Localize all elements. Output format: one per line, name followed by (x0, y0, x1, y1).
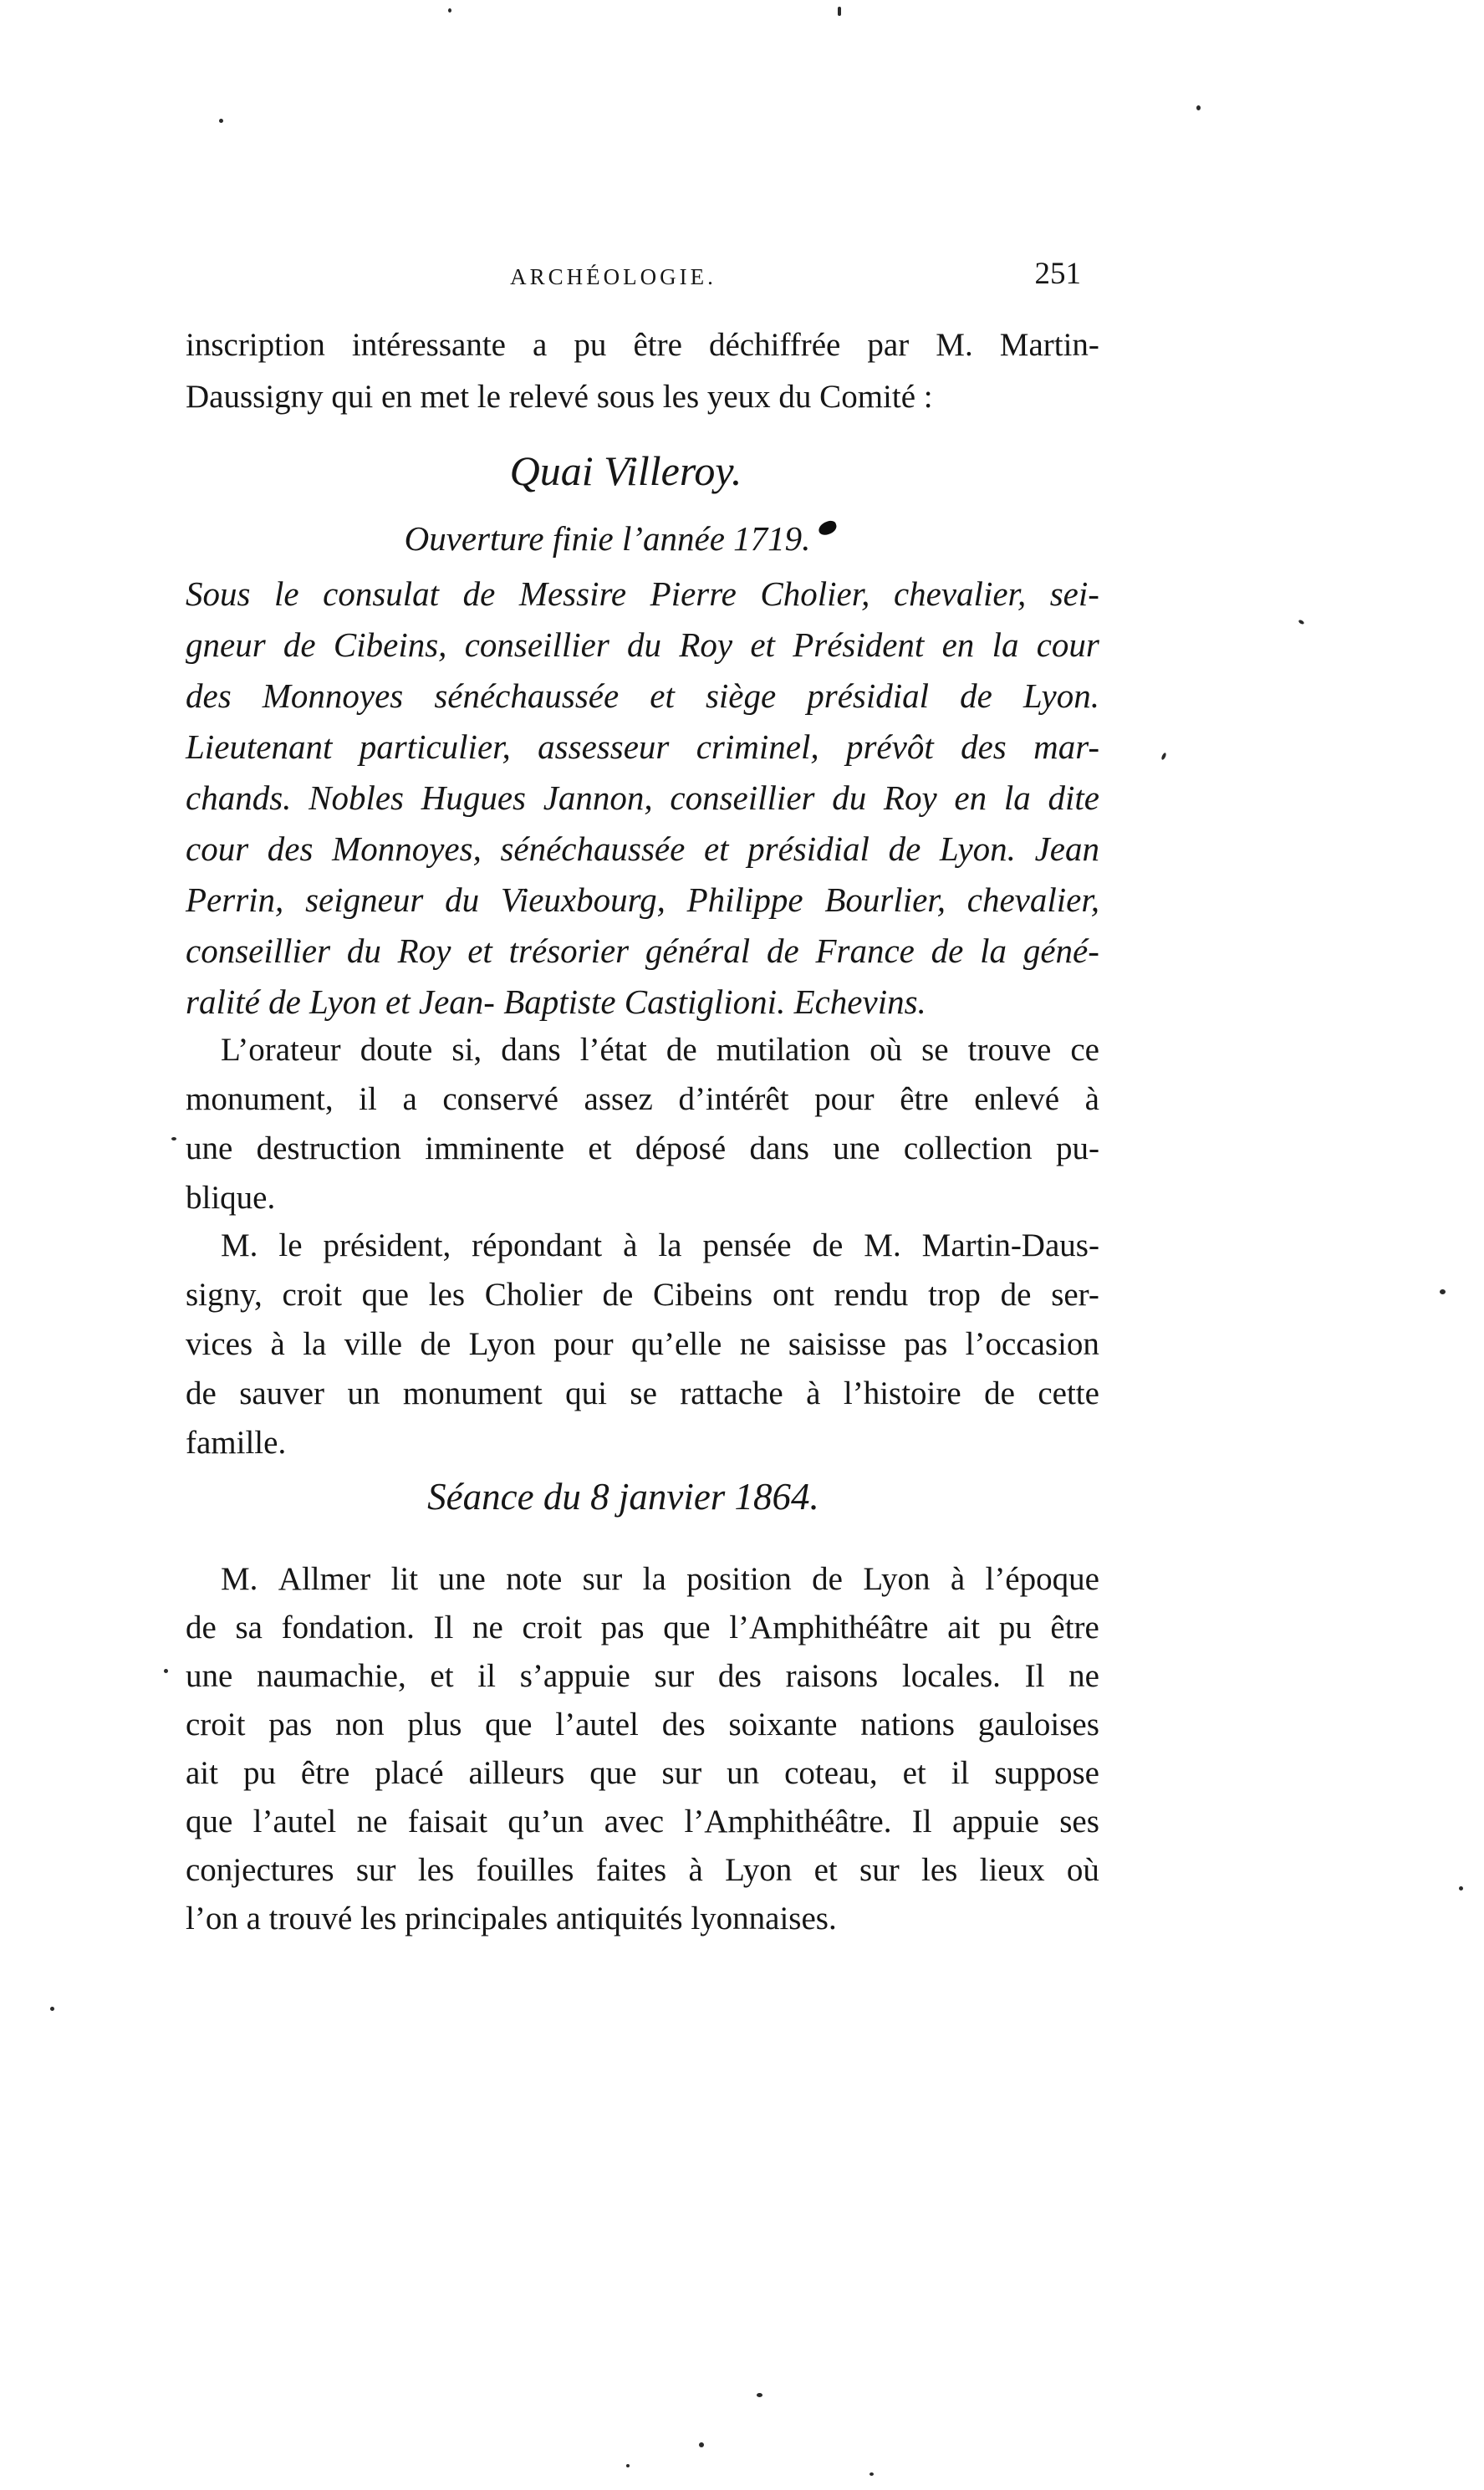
text-line: Lieutenant particulier, assesseur criminel, prévôt des mar- (186, 727, 1099, 766)
scan-speck (219, 119, 223, 123)
seance-heading: Séance du 8 janvier 1864. (427, 1476, 819, 1518)
text-line: de sauver un monument qui se rattache à l’histoire de cette (186, 1375, 1099, 1411)
ouverture-subheading (186, 518, 1099, 559)
text-line: Sous le consulat de Messire Pierre Cholier, chevalier, sei- (186, 574, 1099, 613)
scan-speck (171, 1137, 176, 1140)
text-line: vices à la ville de Lyon pour qu’elle ne saisisse pas l’occasion (186, 1326, 1099, 1362)
text-line: une destruction imminente et déposé dans une collection pu- (186, 1130, 1099, 1166)
scan-speck (699, 2442, 704, 2447)
quai-villeroy-heading: Quai Villeroy. (509, 447, 742, 494)
scan-speck (1160, 753, 1166, 761)
scan-speck (757, 2393, 762, 2397)
ouverture-text: Ouverture finie l’année 1719. (404, 519, 811, 558)
running-title: ARCHÉOLOGIE. (510, 264, 717, 289)
ink-blot-mark (817, 519, 839, 537)
scan-speck (1196, 105, 1201, 110)
page-number: 251 (1034, 257, 1081, 291)
text-line: de sa fondation. Il ne croit pas que l’Amphithéâtre ait pu être (186, 1610, 1099, 1646)
president-paragraph (186, 1221, 1099, 1467)
scan-speck (448, 8, 451, 13)
text-line: Perrin, seigneur du Vieuxbourg, Philippe Bourlier, chevalier, (186, 880, 1099, 919)
text-line: une naumachie, et il s’appuie sur des raisons locales. Il ne (186, 1658, 1099, 1694)
text-line: gneur de Cibeins, conseillier du Roy et Président en la cour (186, 625, 1099, 664)
text-line: M. le président, répondant à la pensée de M. Martin-Daus- (221, 1227, 1099, 1263)
text-line: des Monnoyes sénéchaussée et siège présidial de Lyon. (186, 676, 1099, 715)
text-line: famille. (186, 1425, 287, 1461)
scan-speck (164, 1669, 168, 1673)
scan-speck (50, 2007, 54, 2011)
text-line: signy, croit que les Cholier de Cibeins ont rendu trop de ser- (186, 1277, 1099, 1313)
transcription-block (186, 569, 1099, 1028)
scan-speck (1298, 620, 1304, 625)
text-line: M. Allmer lit une note sur la position de Lyon à l’époque (221, 1561, 1099, 1597)
text-line: inscription intéressante a pu être déchiffrée par M. Martin- (186, 327, 1099, 363)
text-line: conseillier du Roy et trésorier général de France de la géné- (186, 931, 1099, 970)
scan-speck (1440, 1289, 1446, 1294)
text-line: L’orateur doute si, dans l’état de mutilation où se trouve ce (221, 1032, 1099, 1068)
text-line: conjectures sur les fouilles faites à Lyon et sur les lieux où (186, 1852, 1099, 1888)
scan-speck (626, 2464, 630, 2467)
text-line: que l’autel ne faisait qu’un avec l’Amphithéâtre. Il appuie ses (186, 1804, 1099, 1839)
text-line: croit pas non plus que l’autel des soixante nations gauloises (186, 1707, 1099, 1742)
page-header (186, 257, 1099, 301)
text-line: Daussigny qui en met le relevé sous les yeux du Comité : (186, 379, 933, 415)
scan-speck (838, 7, 841, 16)
text-line: blique. (186, 1180, 276, 1216)
text-line: l’on a trouvé les principales antiquités lyonnaises. (186, 1901, 837, 1936)
orateur-paragraph (186, 1025, 1099, 1222)
text-line: cour des Monnoyes, sénéchaussée et présidial de Lyon. Jean (186, 829, 1099, 868)
allmer-paragraph (186, 1555, 1099, 1943)
intro-paragraph (186, 319, 1099, 423)
scan-speck (869, 2472, 874, 2476)
text-line: ralité de Lyon et Jean- Baptiste Castiglioni. Echevins. (186, 982, 926, 1021)
text-line: ait pu être placé ailleurs que sur un coteau, et il suppose (186, 1755, 1099, 1791)
text-line: chands. Nobles Hugues Jannon, conseillier du Roy en la dite (186, 778, 1099, 817)
scan-speck (1459, 1886, 1463, 1890)
text-line: monument, il a conservé assez d’intérêt pour être enlevé à (186, 1081, 1099, 1117)
